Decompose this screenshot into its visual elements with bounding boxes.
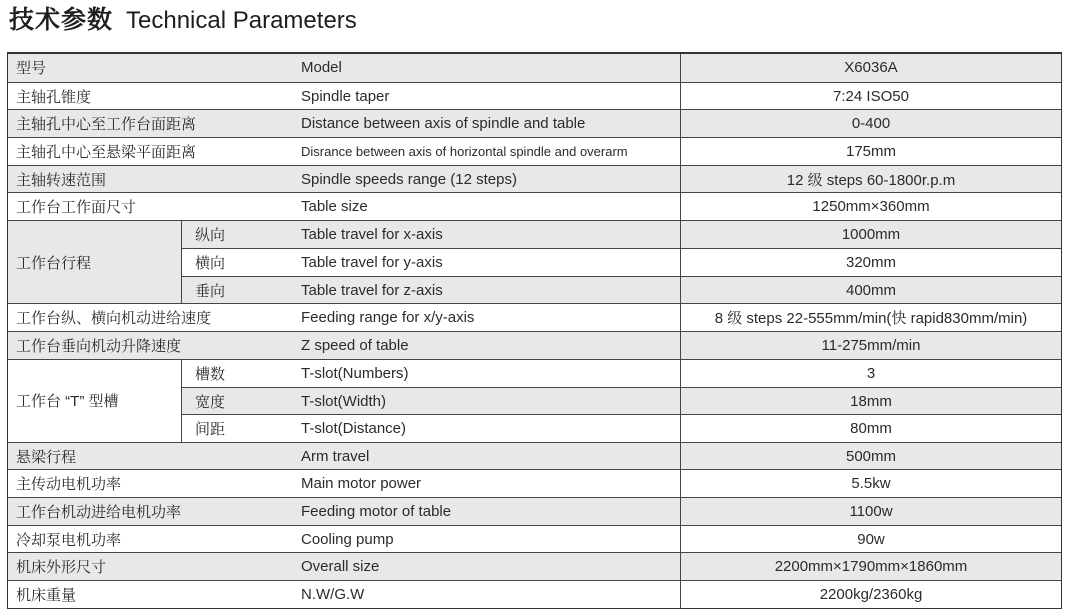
group-subrows [182, 221, 1061, 303]
param-value: 7:24 ISO50 [680, 83, 1061, 110]
table-row [8, 303, 1061, 331]
table-row [8, 82, 1061, 110]
param-subcell [182, 221, 680, 248]
param-label-en: Main motor power [301, 475, 422, 493]
param-sublabel-zh: 间距 [195, 421, 226, 439]
param-label-zh: 主传动电机功率 [16, 476, 122, 494]
param-label-en: Table travel for z-axis [301, 281, 443, 299]
parameters-table [7, 52, 1062, 609]
param-label-en: T-slot(Numbers) [301, 364, 409, 382]
param-cell [8, 498, 680, 525]
param-label-en: Distance between axis of spindle and table [301, 115, 586, 133]
param-label-en: Z speed of table [301, 336, 409, 354]
table-row [8, 109, 1061, 137]
param-label-zh: 工作台工作面尺寸 [16, 199, 137, 217]
param-value: 0-400 [680, 110, 1061, 137]
table-row [8, 552, 1061, 580]
param-label-zh: 机床外形尺寸 [16, 559, 107, 577]
param-cell [8, 166, 680, 193]
param-label-en: Cooling pump [301, 530, 394, 548]
param-cell [8, 110, 680, 137]
table-subrow [182, 414, 1061, 441]
param-label-en: Table travel for y-axis [301, 254, 443, 272]
param-label-en: Table size [301, 198, 368, 216]
table-subrow [182, 387, 1061, 414]
param-value: 175mm [680, 138, 1061, 165]
param-value: 12 级 steps 60-1800r.p.m [680, 166, 1061, 193]
table-subrow [182, 248, 1061, 275]
param-value: 320mm [680, 249, 1061, 275]
param-subcell [182, 277, 680, 303]
param-label-zh: 冷却泵电机功率 [16, 531, 122, 549]
param-label-zh: 工作台垂向机动升降速度 [16, 337, 182, 355]
param-label-zh: 主轴孔中心至悬梁平面距离 [16, 143, 197, 161]
param-label-en: Feeding motor of table [301, 502, 452, 520]
param-value: 3 [680, 360, 1061, 387]
param-label-en: Feeding range for x/y-axis [301, 309, 475, 327]
param-label-zh: 主轴孔中心至工作台面距离 [16, 116, 197, 134]
param-label-zh: 型号 [16, 60, 47, 78]
table-row [8, 525, 1061, 553]
param-sublabel-zh: 横向 [195, 255, 226, 273]
param-value: 2200kg/2360kg [680, 581, 1061, 608]
param-label-zh: 工作台纵、横向机动进给速度 [16, 310, 212, 328]
param-value: 500mm [680, 443, 1061, 470]
param-value: 1100w [680, 498, 1061, 525]
param-label-en: Overall size [301, 558, 380, 576]
param-label-zh: 机床重量 [16, 586, 77, 604]
param-value: 400mm [680, 277, 1061, 303]
param-cell [8, 526, 680, 553]
table-subrow [182, 221, 1061, 248]
table-row [8, 137, 1061, 165]
param-label-en: Spindle speeds range (12 steps) [301, 170, 517, 188]
param-value: 90w [680, 526, 1061, 553]
param-label-en: N.W/G.W [301, 585, 365, 603]
param-group-label: 工作台行程 [8, 221, 182, 303]
param-label-en: Arm travel [301, 447, 370, 465]
table-row [8, 580, 1061, 608]
table-row [8, 192, 1061, 220]
param-value: 1000mm [680, 221, 1061, 248]
param-cell [8, 581, 680, 608]
param-value: 1250mm×360mm [680, 193, 1061, 220]
param-label-zh: 主轴转速范围 [16, 171, 107, 189]
param-value: 11-275mm/min [680, 332, 1061, 359]
page-title [9, 4, 357, 37]
param-cell [8, 443, 680, 470]
group-subrows [182, 360, 1061, 442]
table-row [8, 165, 1061, 193]
param-subcell [182, 415, 680, 441]
param-label-en: Spindle taper [301, 87, 390, 105]
param-label-zh: 工作台机动进给电机功率 [16, 503, 182, 521]
param-subcell [182, 360, 680, 387]
param-label-zh: 主轴孔锥度 [16, 88, 92, 106]
param-sublabel-zh: 宽度 [195, 393, 226, 411]
param-subcell [182, 249, 680, 275]
table-row [8, 54, 1061, 82]
param-label-en: Model [301, 59, 342, 77]
table-subrow [182, 360, 1061, 387]
param-cell [8, 193, 680, 220]
param-value: 8 级 steps 22-555mm/min(快 rapid830mm/min) [680, 304, 1061, 331]
param-cell [8, 304, 680, 331]
param-group-label: 工作台 “T” 型槽 [8, 360, 182, 442]
table-row [8, 497, 1061, 525]
param-cell [8, 138, 680, 165]
param-sublabel-zh: 垂向 [195, 282, 226, 300]
table-row-group [8, 220, 1061, 303]
param-cell [8, 470, 680, 497]
table-row [8, 469, 1061, 497]
param-value: 5.5kw [680, 470, 1061, 497]
param-label-zh: 悬梁行程 [16, 448, 77, 466]
table-row-group [8, 359, 1061, 442]
table-row [8, 331, 1061, 359]
param-sublabel-zh: 槽数 [195, 365, 226, 383]
page-title-en: Technical Parameters [126, 7, 357, 34]
param-cell [8, 54, 680, 82]
param-cell [8, 553, 680, 580]
param-label-en: Table travel for x-axis [301, 226, 443, 244]
param-value: 2200mm×1790mm×1860mm [680, 553, 1061, 580]
param-cell [8, 332, 680, 359]
param-label-en: T-slot(Width) [301, 392, 387, 410]
param-value: 80mm [680, 415, 1061, 441]
param-value: X6036A [680, 54, 1061, 82]
param-cell [8, 83, 680, 110]
param-label-en: T-slot(Distance) [301, 420, 407, 438]
param-label-en: Disrance between axis of horizontal spindle and overarm [301, 143, 628, 159]
page-title-zh: 技术参数 [9, 6, 114, 34]
param-subcell [182, 388, 680, 414]
table-row [8, 442, 1061, 470]
param-value: 18mm [680, 388, 1061, 414]
table-subrow [182, 276, 1061, 303]
param-sublabel-zh: 纵向 [195, 227, 226, 245]
